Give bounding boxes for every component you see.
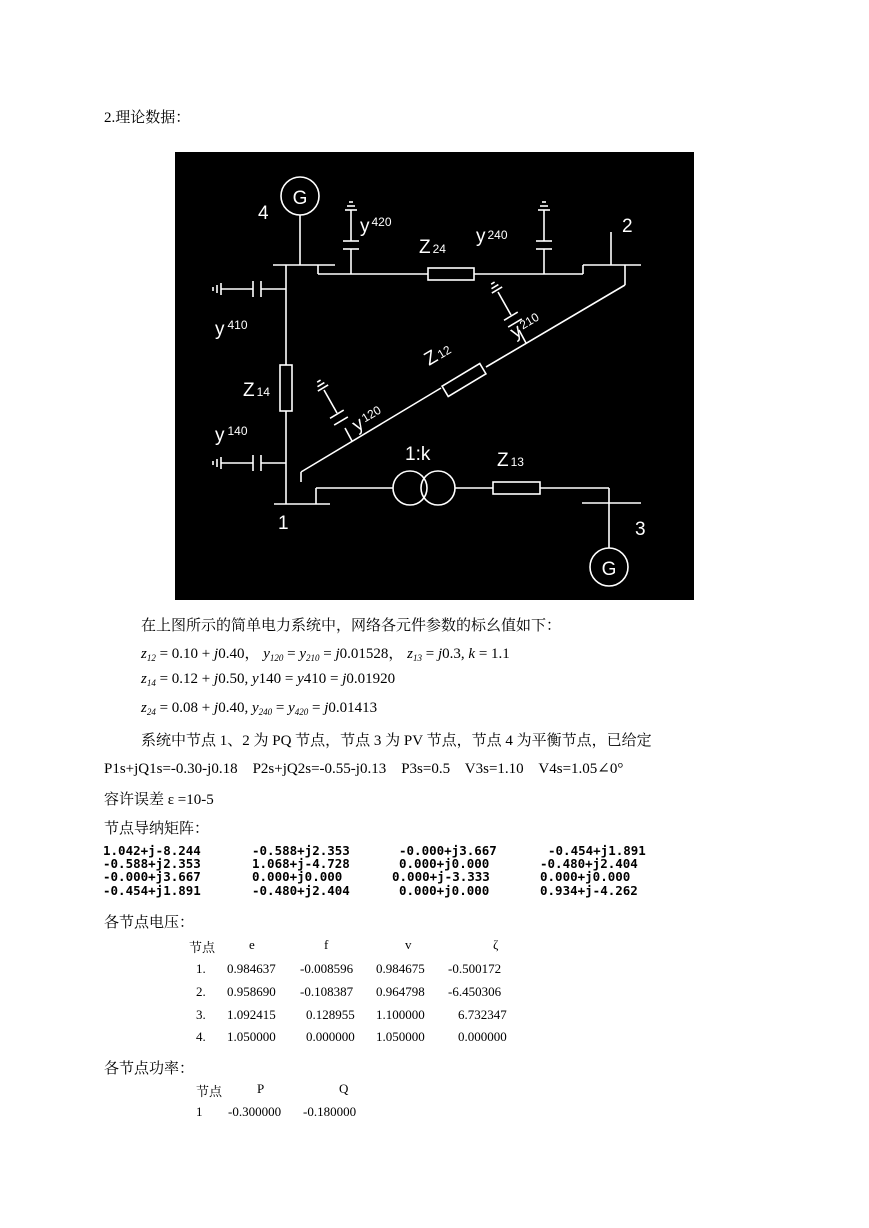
node-4-label: 4 <box>258 203 269 224</box>
intro-text: 在上图所示的简单电力系统中，网络各元件参数的标幺值如下： <box>141 618 562 634</box>
transformer-ratio-label: 1:k <box>405 444 431 465</box>
generator-4-label: G <box>292 188 308 209</box>
y240-label: y 240 <box>476 226 508 247</box>
node-1-label: 1 <box>278 513 289 534</box>
z12-label: Z12 <box>420 342 454 371</box>
param-line-1: $z_{12} = 0.10 + j0.40$， $y_{120} = y_{210} = j0.01528$， $z_{13} = j0.3$, k = 1.1 <box>141 646 510 663</box>
admittance-title: 节点导纳矩阵： <box>104 821 210 837</box>
section-title: 2.理论数据： <box>104 110 191 126</box>
power-title: 各节点功率： <box>104 1061 195 1077</box>
y420-label: y $^{420}$ <box>360 215 392 237</box>
tolerance-text: 容许误差 ε =10-5 <box>104 792 214 808</box>
voltage-title: 各节点电压： <box>104 915 195 931</box>
transformer-winding-1-icon <box>393 471 427 505</box>
z14-label: Z 14 <box>243 380 270 401</box>
transformer-winding-2-icon <box>421 471 455 505</box>
given-values-text: P1s+jQ1s=-0.30-j0.18 P2s+jQ2s=-0.55-j0.13 P3s=0.5 V3s=1.10 V4s=1.05∠0° <box>104 761 624 777</box>
voltage-table: 节点 e f v ζ 1. 0.984637 -0.008596 0.984675 -0.500172 2. 0.958690 -0.108387 0.964798 -6.450306 3. 1.092415 0.128955 1.100000 6.732347 4. 1.050000 0.000000 1.050000 0.000000 <box>189 937 507 1044</box>
node-3-label: 3 <box>635 519 646 540</box>
admittance-matrix: 1.042+j-8.244 -0.588+j2.353 -0.000+j3.667 -0.454+j1.891 -0.588+j2.353 1.068+j-4.728 0.000+j0.000 -0.480+j2.404 -0.000+j3.667 0.000+j0.000 0.000+j-3.333 0.000+j0.000 -0.454+j1.891 -0.480+j2.404 0.000+j0.000 0.934+j-4.262 <box>103 843 646 898</box>
y210-label: $y^{210}$ <box>506 309 542 344</box>
z13-label: Z 13 <box>497 450 524 471</box>
param-line-3: $z_{24} = 0.08 + j0.40$, $y_{240} = y_{420} = j0.01413$ <box>141 700 378 717</box>
z24-label: Z 24 <box>419 237 446 258</box>
power-table: 节点 P Q 1 -0.300000 -0.180000 <box>196 1081 357 1119</box>
y410-label: y $^{410}$ <box>215 318 248 340</box>
node-types-text: 系统中节点 1、2 为 PQ 节点，节点 3 为 PV 节点，节点 4 为平衡节点，已给定 <box>141 733 652 749</box>
y140-label: y $^{140}$ <box>215 424 248 446</box>
param-line-2: $z_{14} = 0.12 + j0.50$, y140 = y410 = j0.01920 <box>141 671 396 688</box>
power-system-diagram <box>175 152 694 600</box>
y120-label: $y^{120}$ <box>348 402 384 437</box>
generator-3-label: G <box>601 559 617 580</box>
node-2-label: 2 <box>622 216 633 237</box>
